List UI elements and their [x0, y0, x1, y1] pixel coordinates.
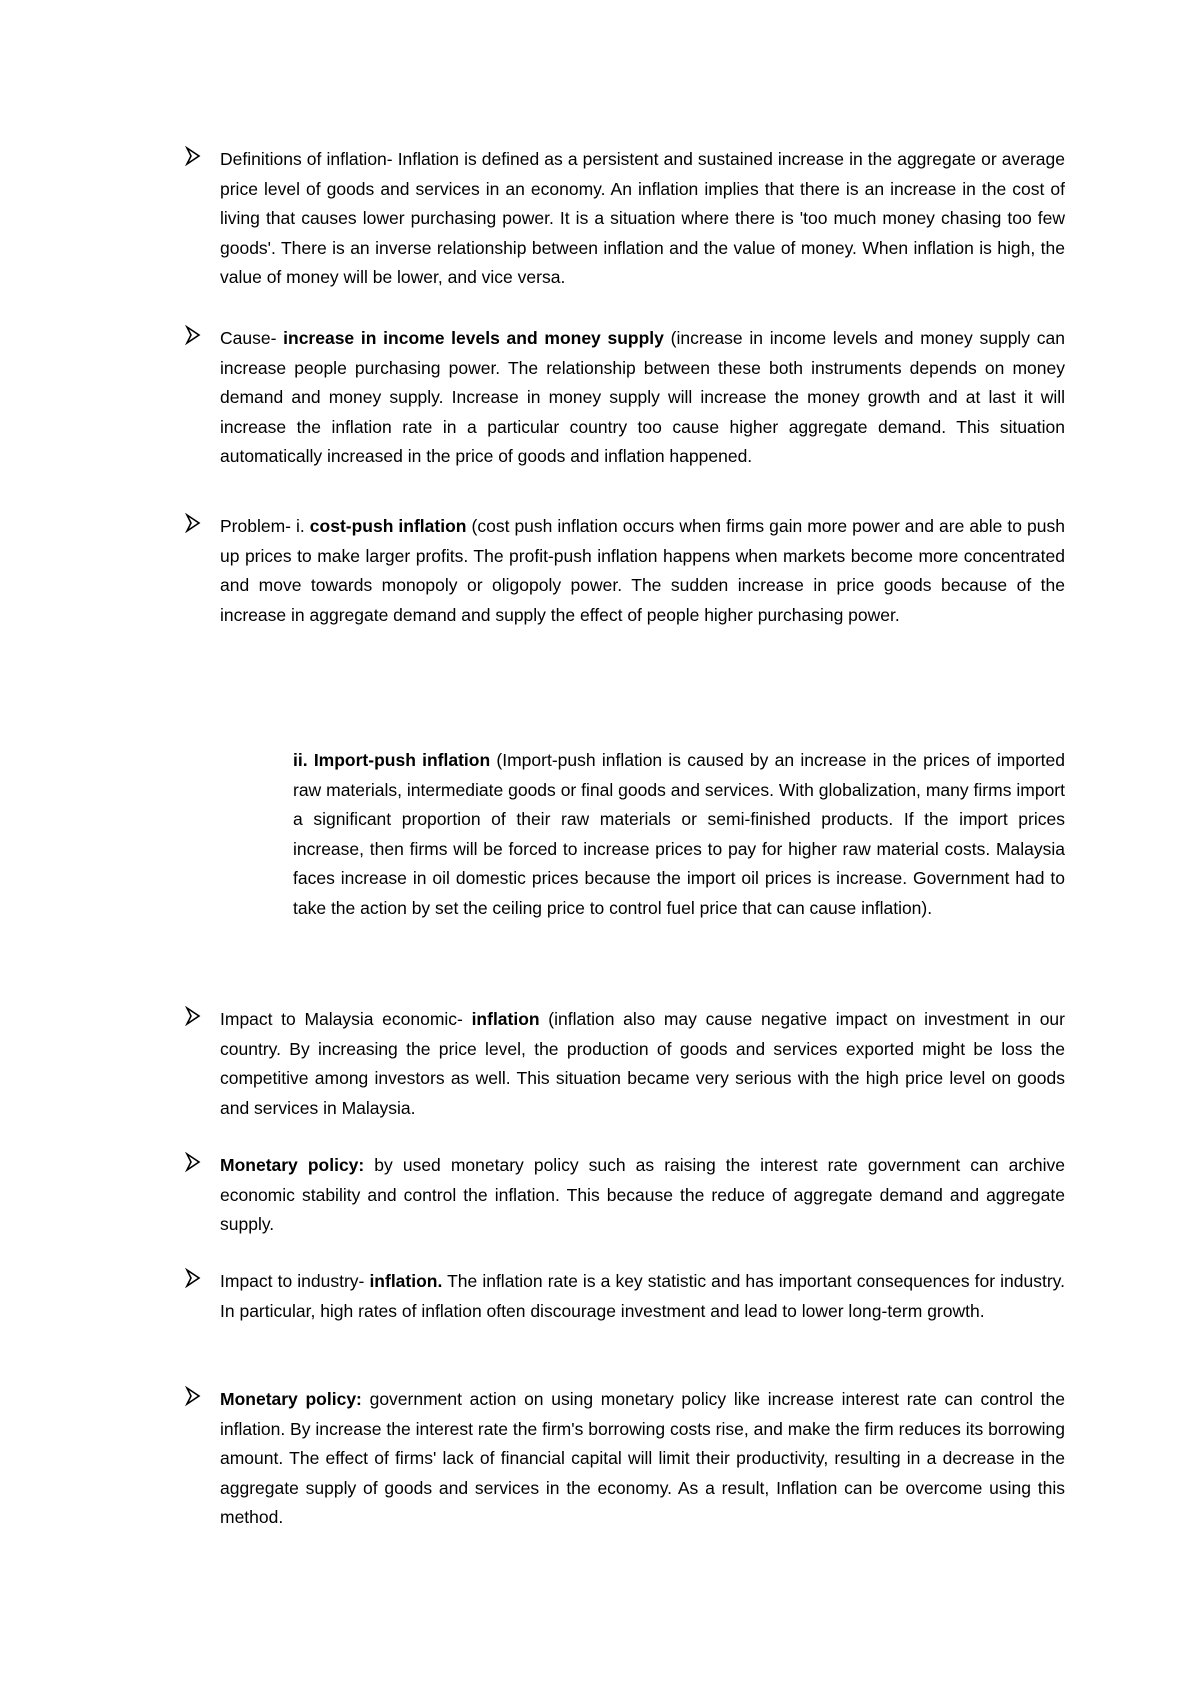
paragraph-text [220, 145, 1065, 293]
paragraph-body: Definitions of inflation- Inflation is defined as a persistent and sustained increase in the aggregate or average price level of goods and services in an economy. An inflation implies that there is an increase in the cost of living that causes lower purchasing power. It is a situation where there is 'too much money chasing too few goods'. There is an inverse relationship between inflation and the value of money. When inflation is high, the value of money will be lower, and vice versa. [220, 149, 1065, 287]
bullet-item-monetary-policy-2 [185, 1385, 1065, 1533]
paragraph-bold-term: Monetary policy: [220, 1155, 365, 1175]
arrowhead-bullet-icon [185, 146, 201, 166]
paragraph-bold-term: Monetary policy: [220, 1389, 362, 1409]
arrowhead-bullet-icon [185, 1152, 201, 1172]
paragraph-text [220, 1385, 1065, 1533]
paragraph-body: (cost push inflation occurs when firms gain more power and are able to push up prices to make larger profits. The profit-push inflation happens when markets become more concentrated and move towards monopoly or oligopoly power. The sudden increase in price goods because of the increase in aggregate demand and supply the effect of people higher purchasing power. [220, 516, 1065, 625]
paragraph-bold-term: ii. Import-push inflation [293, 750, 491, 770]
paragraph-lead: Problem- i. [220, 516, 310, 536]
paragraph-body: (inflation also may cause negative impact on investment in our country. By increasing the price level, the production of goods and services exported might be loss the competitive among investors as well. This situation became very serious with the high price level on goods and services in Malaysia. [220, 1009, 1065, 1118]
bullet-item-cause [185, 324, 1065, 472]
paragraph-body: The inflation rate is a key statistic and has important consequences for industry. In particular, high rates of inflation often discourage investment and lead to lower long-term growth. [220, 1271, 1065, 1321]
paragraph-lead: Cause- [220, 328, 284, 348]
bullet-item-definitions [185, 145, 1065, 293]
bullet-item-monetary-policy-1 [185, 1151, 1065, 1240]
paragraph-bold-term: cost-push inflation [309, 516, 467, 536]
paragraph-body: (Import-push inflation is caused by an increase in the prices of imported raw materials, intermediate goods or final goods and services. With globalization, many firms import a significant proportion of their raw materials or semi-finished products. If the import prices increase, then firms will be forced to increase prices to pay for higher raw material costs. Malaysia faces increase in oil domestic prices because the import oil prices is increase. Government had to take the action by set the ceiling price to control fuel price that can cause inflation). [293, 750, 1065, 918]
arrowhead-bullet-icon [185, 513, 201, 533]
paragraph-bold-term: inflation [471, 1009, 540, 1029]
bullet-item-impact-malaysia [185, 1005, 1065, 1123]
arrowhead-bullet-icon [185, 325, 201, 345]
paragraph-bold-term: inflation. [369, 1271, 443, 1291]
paragraph-text [220, 512, 1065, 630]
paragraph-text [220, 1267, 1065, 1326]
sub-item-import-push [293, 746, 1065, 923]
arrowhead-bullet-icon [185, 1006, 201, 1026]
arrowhead-bullet-icon [185, 1386, 201, 1406]
paragraph-text [220, 1005, 1065, 1123]
paragraph-body: by used monetary policy such as raising the interest rate government can archive economic stability and control the inflation. This because the reduce of aggregate demand and aggregate supply. [220, 1155, 1065, 1234]
paragraph-text [220, 1151, 1065, 1240]
bullet-item-impact-industry [185, 1267, 1065, 1326]
paragraph-text [220, 324, 1065, 472]
bullet-item-problem [185, 512, 1065, 630]
paragraph-body: government action on using monetary policy like increase interest rate can control the inflation. By increase the interest rate the firm's borrowing costs rise, and make the firm reduces its borrowing amount. The effect of firms' lack of financial capital will limit their productivity, resulting in a decrease in the aggregate supply of goods and services in the economy. As a result, Inflation can be overcome using this method. [220, 1389, 1065, 1527]
paragraph-bold-term: increase in income levels and money supply [283, 328, 664, 348]
paragraph-body: (increase in income levels and money supply can increase people purchasing power. The relationship between these both instruments depends on money demand and money supply. Increase in money supply will increase the money growth and at last it will increase the inflation rate in a particular country too cause higher aggregate demand. This situation automatically increased in the price of goods and inflation happened. [220, 328, 1066, 466]
paragraph-lead: Impact to industry- [220, 1271, 370, 1291]
paragraph-lead: Impact to Malaysia economic- [220, 1009, 472, 1029]
arrowhead-bullet-icon [185, 1268, 201, 1288]
